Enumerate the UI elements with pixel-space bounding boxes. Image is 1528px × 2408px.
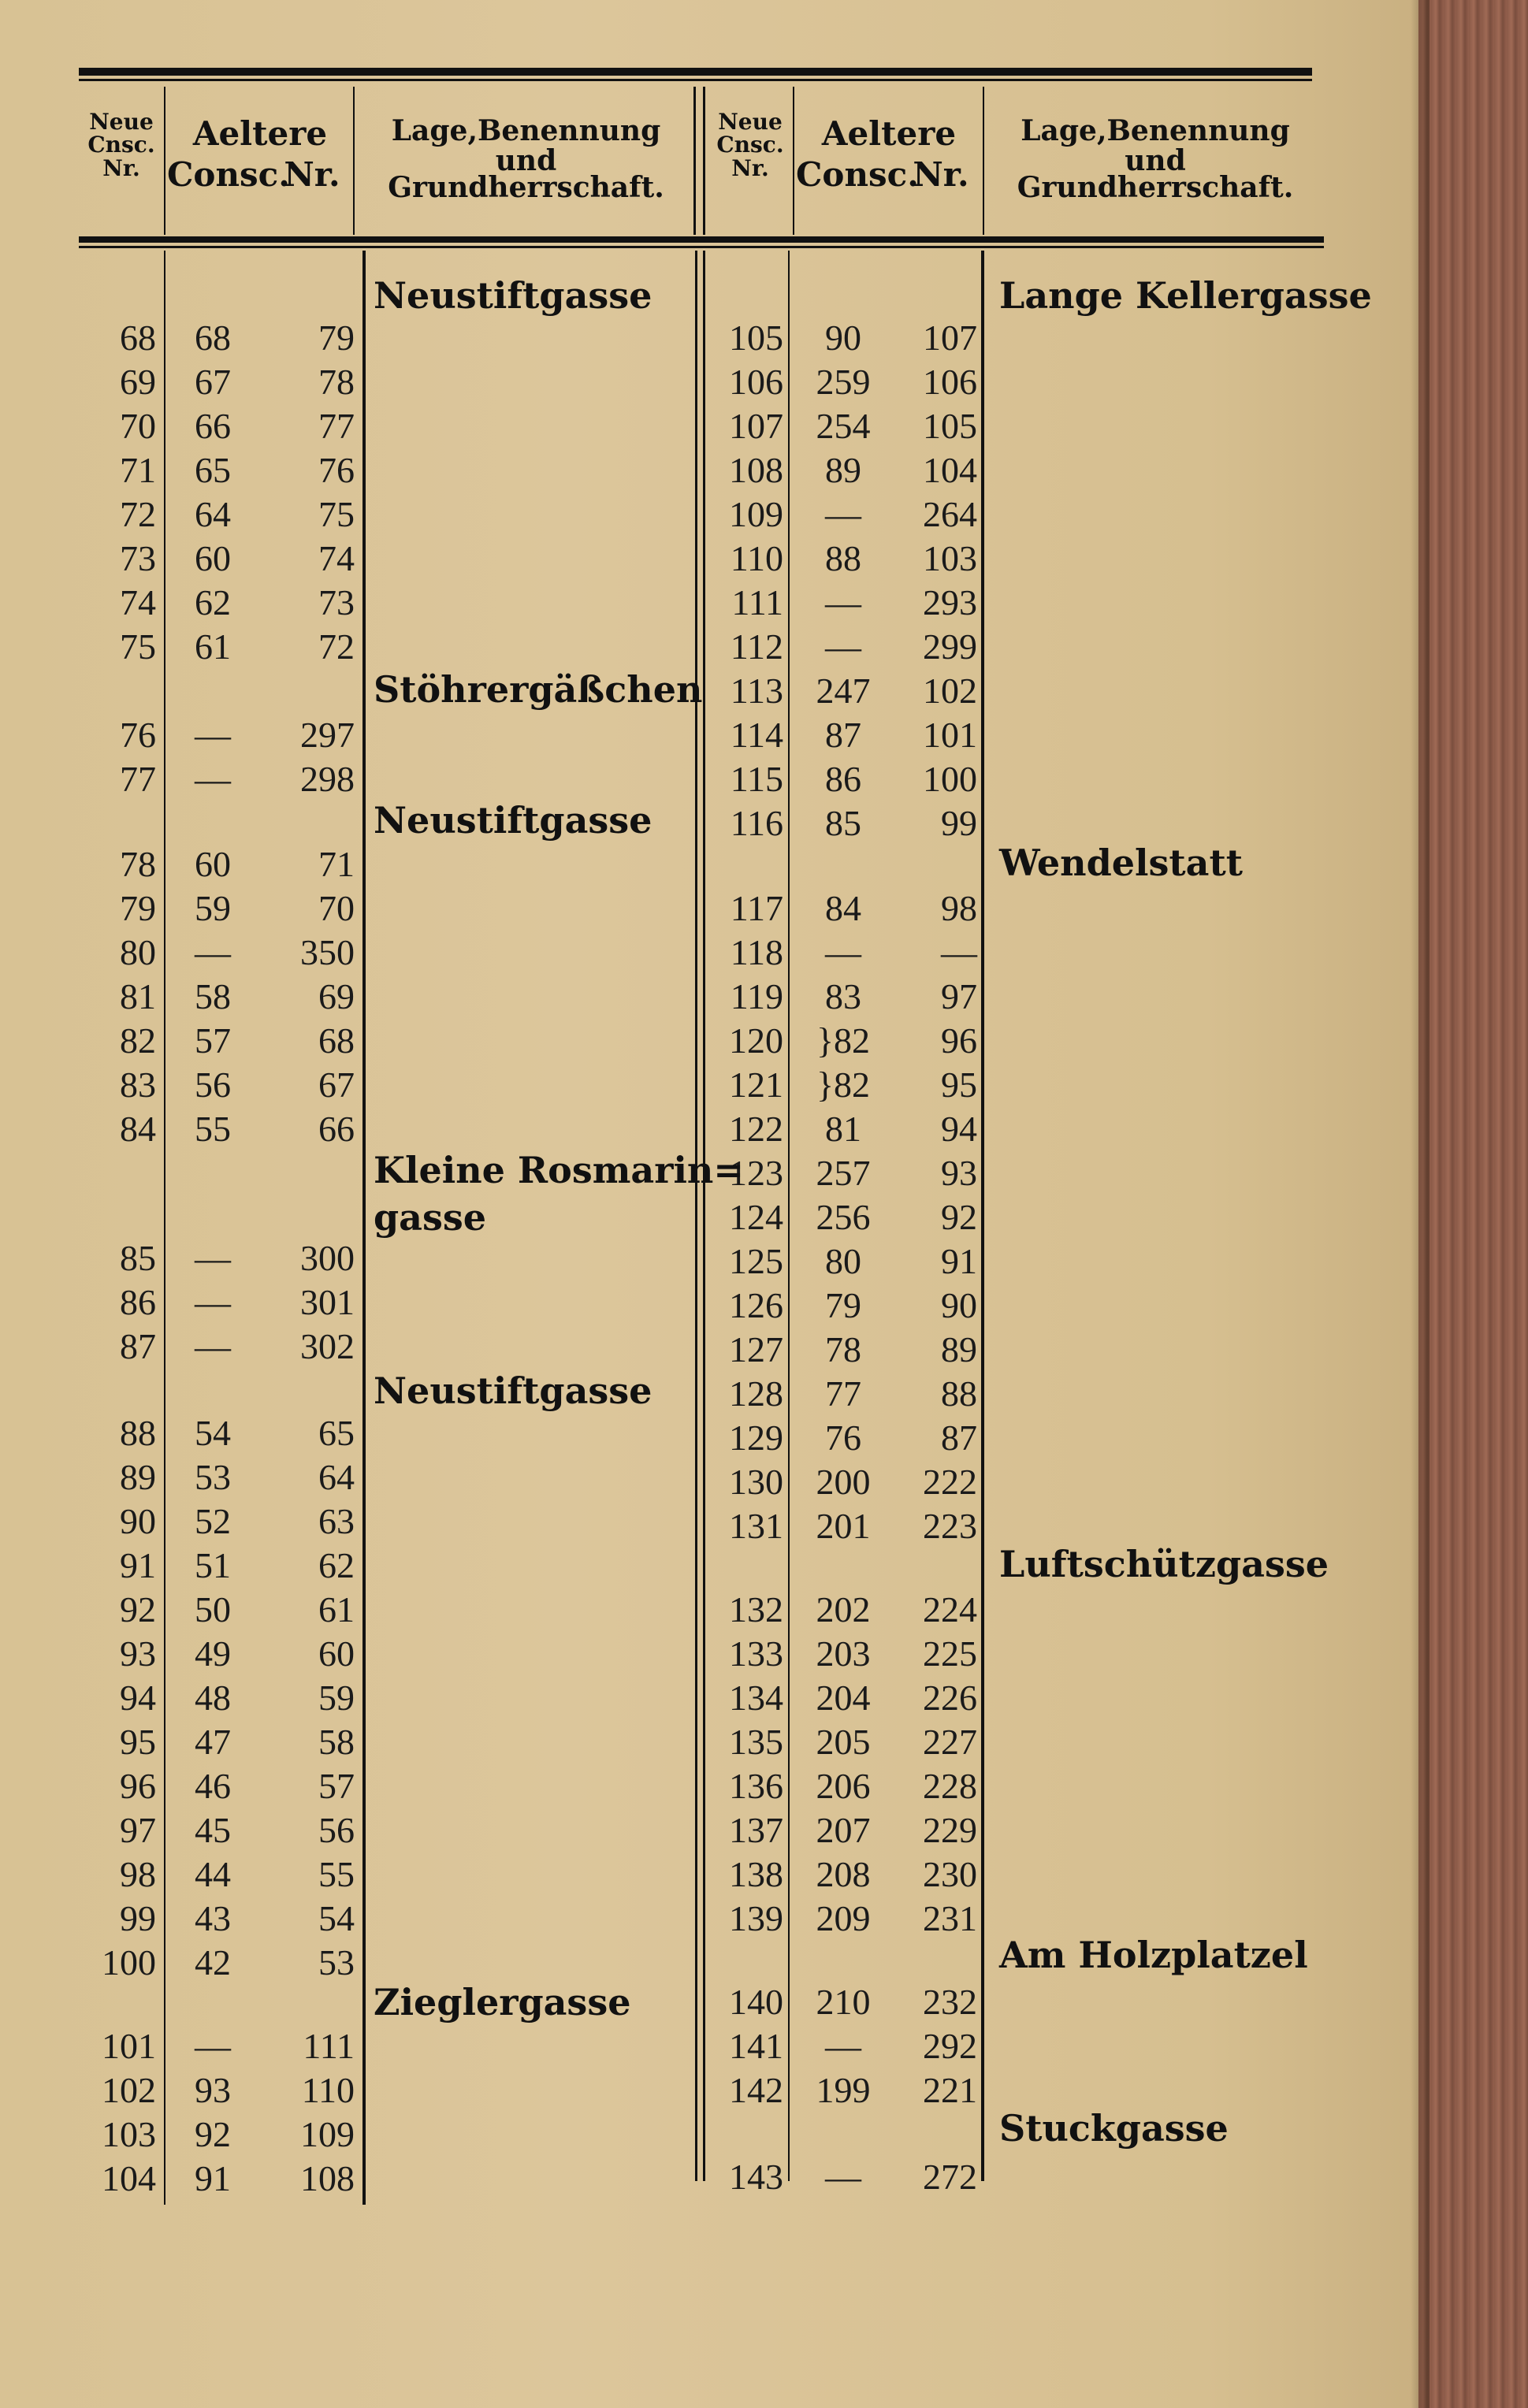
cell-aeltere-nr: 110	[301, 2070, 355, 2110]
cell-aeltere-nr: 98	[941, 888, 977, 928]
cell-aeltere-consc: 254	[816, 406, 871, 446]
cell-neue-nr: 94	[120, 1678, 156, 1718]
cell-aeltere-nr: 88	[941, 1373, 977, 1414]
cell-aeltere-consc: 257	[816, 1153, 871, 1193]
body-sep-3	[695, 251, 697, 2181]
cell-aeltere-consc: }82	[816, 1020, 871, 1061]
cell-aeltere-consc: 91	[195, 2158, 231, 2198]
top-rule-thick	[79, 68, 1312, 76]
cell-aeltere-consc: 51	[195, 1545, 231, 1585]
header-aeltere-left: Aeltere	[192, 114, 328, 153]
cell-aeltere-nr: 58	[318, 1722, 355, 1762]
cell-neue-nr: 141	[729, 2026, 783, 2066]
hdr-sep-5	[983, 87, 984, 235]
cell-aeltere-consc: 76	[825, 1418, 861, 1458]
cell-aeltere-nr: 90	[941, 1285, 977, 1325]
cell-aeltere-nr: 67	[318, 1065, 355, 1105]
cell-aeltere-consc: 57	[195, 1020, 231, 1061]
cell-neue-nr: 78	[120, 844, 156, 884]
cell-aeltere-consc: —	[195, 932, 231, 972]
cell-aeltere-consc: 206	[816, 1766, 871, 1806]
cell-aeltere-nr: 301	[300, 1282, 355, 1322]
cell-neue-nr: 108	[729, 450, 783, 490]
cell-aeltere-consc: 202	[816, 1589, 871, 1629]
cell-neue-nr: 75	[120, 626, 156, 667]
cell-aeltere-consc: 199	[816, 2070, 871, 2110]
cell-aeltere-consc: 204	[816, 1678, 871, 1718]
cell-neue-nr: 123	[729, 1153, 783, 1193]
cell-aeltere-nr: 97	[941, 976, 977, 1016]
street-label: Luftschützgasse	[999, 1543, 1329, 1585]
cell-aeltere-nr: 57	[318, 1766, 355, 1806]
cell-aeltere-consc: 92	[195, 2114, 231, 2154]
cell-neue-nr: 97	[120, 1810, 156, 1850]
cell-neue-nr: 137	[729, 1810, 783, 1850]
cell-aeltere-consc: 80	[825, 1241, 861, 1281]
cell-aeltere-consc: 89	[825, 450, 861, 490]
header-neue-right: Neue Cnsc. Nr.	[716, 109, 784, 181]
cell-aeltere-nr: 76	[318, 450, 355, 490]
body-sep-5	[981, 251, 984, 2181]
cell-aeltere-nr: 350	[300, 932, 355, 972]
cell-aeltere-consc: 59	[195, 888, 231, 928]
cell-neue-nr: 110	[730, 538, 783, 578]
cell-aeltere-nr: 74	[318, 538, 355, 578]
cell-aeltere-nr: 221	[923, 2070, 977, 2110]
cell-aeltere-nr: 109	[300, 2114, 355, 2154]
cell-neue-nr: 118	[730, 932, 783, 972]
cell-neue-nr: 86	[120, 1282, 156, 1322]
cell-neue-nr: 104	[102, 2158, 156, 2198]
cell-neue-nr: 135	[729, 1722, 783, 1762]
cell-aeltere-nr: 229	[923, 1810, 977, 1850]
cell-aeltere-nr: 65	[318, 1413, 355, 1453]
street-label: Stuckgasse	[999, 2107, 1229, 2150]
cell-neue-nr: 105	[729, 318, 783, 358]
cell-neue-nr: 140	[729, 1982, 783, 2022]
cell-aeltere-consc: 77	[825, 1373, 861, 1414]
cell-aeltere-consc: 68	[195, 318, 231, 358]
header-consc-right: Consc.	[796, 155, 919, 194]
cell-aeltere-nr: 232	[923, 1982, 977, 2022]
cell-neue-nr: 92	[120, 1589, 156, 1629]
cell-neue-nr: 115	[730, 759, 783, 799]
hdr-sep-2	[353, 87, 355, 235]
cell-aeltere-nr: 103	[923, 538, 977, 578]
street-label: gasse	[374, 1196, 487, 1239]
cell-aeltere-consc: 203	[816, 1633, 871, 1674]
cell-aeltere-nr: 77	[318, 406, 355, 446]
cell-aeltere-consc: —	[195, 1238, 231, 1278]
cell-neue-nr: 98	[120, 1854, 156, 1894]
cell-aeltere-consc: 78	[825, 1329, 861, 1369]
cell-neue-nr: 88	[120, 1413, 156, 1453]
cell-aeltere-consc: 43	[195, 1898, 231, 1938]
cell-neue-nr: 129	[729, 1418, 783, 1458]
body-sep-4	[788, 251, 790, 2181]
cell-aeltere-consc: 200	[816, 1462, 871, 1502]
cell-aeltere-nr: 101	[923, 715, 977, 755]
cell-aeltere-consc: 210	[816, 1982, 871, 2022]
cell-neue-nr: 84	[120, 1109, 156, 1149]
cell-aeltere-consc: 45	[195, 1810, 231, 1850]
street-label: Lange Kellergasse	[999, 274, 1372, 317]
street-label: Am Holzplatzel	[999, 1934, 1308, 1976]
cell-aeltere-consc: 209	[816, 1898, 871, 1938]
cell-neue-nr: 124	[729, 1197, 783, 1237]
cell-aeltere-nr: 299	[923, 626, 977, 667]
cell-neue-nr: 81	[120, 976, 156, 1016]
cell-neue-nr: 102	[102, 2070, 156, 2110]
cell-neue-nr: 79	[120, 888, 156, 928]
cell-neue-nr: 76	[120, 715, 156, 755]
cell-neue-nr: 139	[729, 1898, 783, 1938]
cell-aeltere-consc: —	[825, 494, 861, 534]
cell-aeltere-consc: 47	[195, 1722, 231, 1762]
cell-neue-nr: 112	[730, 626, 783, 667]
cell-neue-nr: 93	[120, 1633, 156, 1674]
cell-aeltere-consc: 53	[195, 1457, 231, 1497]
cell-neue-nr: 80	[120, 932, 156, 972]
cell-aeltere-consc: 85	[825, 803, 861, 843]
cell-aeltere-nr: 108	[300, 2158, 355, 2198]
cell-neue-nr: 130	[729, 1462, 783, 1502]
header-grund-right: Grundherrschaft.	[1017, 171, 1294, 204]
cell-aeltere-consc: —	[825, 626, 861, 667]
cell-aeltere-nr: 66	[318, 1109, 355, 1149]
top-rule-thin	[79, 79, 1312, 81]
cell-aeltere-nr: 302	[300, 1326, 355, 1366]
cell-aeltere-nr: 99	[941, 803, 977, 843]
hdr-sep-3b	[703, 87, 705, 235]
cell-aeltere-nr: 300	[300, 1238, 355, 1278]
hdr-sep-4	[793, 87, 794, 235]
cell-aeltere-consc: 84	[825, 888, 861, 928]
cell-aeltere-nr: 91	[941, 1241, 977, 1281]
cell-aeltere-consc: 88	[825, 538, 861, 578]
header-aeltere-right: Aeltere	[821, 114, 957, 153]
cell-aeltere-consc: 56	[195, 1065, 231, 1105]
cell-aeltere-consc: }82	[816, 1065, 871, 1105]
cell-neue-nr: 95	[120, 1722, 156, 1762]
cell-aeltere-consc: 247	[816, 671, 871, 711]
cell-aeltere-nr: 105	[923, 406, 977, 446]
cell-aeltere-consc: 207	[816, 1810, 871, 1850]
cell-aeltere-consc: —	[825, 2026, 861, 2066]
cell-aeltere-consc: 93	[195, 2070, 231, 2110]
cell-aeltere-consc: —	[825, 2157, 861, 2197]
cell-aeltere-nr: 55	[318, 1854, 355, 1894]
cell-neue-nr: 107	[729, 406, 783, 446]
cell-aeltere-nr: 222	[923, 1462, 977, 1502]
cell-aeltere-nr: 89	[941, 1329, 977, 1369]
cell-aeltere-nr: 87	[941, 1418, 977, 1458]
cell-aeltere-nr: 225	[923, 1633, 977, 1674]
cell-neue-nr: 133	[729, 1633, 783, 1674]
header-lage-right: Lage,Benennung und	[1021, 114, 1290, 177]
cell-aeltere-nr: 54	[318, 1898, 355, 1938]
cell-aeltere-nr: 106	[923, 362, 977, 402]
cell-aeltere-consc: 60	[195, 844, 231, 884]
cell-aeltere-nr: 272	[923, 2157, 977, 2197]
street-label: Zieglergasse	[374, 1981, 631, 2023]
cell-aeltere-consc: 256	[816, 1197, 871, 1237]
cell-aeltere-consc: 208	[816, 1854, 871, 1894]
header-grund-left: Grundherrschaft.	[388, 171, 664, 204]
cell-neue-nr: 125	[729, 1241, 783, 1281]
cell-aeltere-nr: 231	[923, 1898, 977, 1938]
cell-aeltere-consc: 44	[195, 1854, 231, 1894]
cell-aeltere-nr: 68	[318, 1020, 355, 1061]
cell-neue-nr: 69	[120, 362, 156, 402]
header-bottom-rule-thin	[79, 246, 1324, 248]
cell-aeltere-consc: 64	[195, 494, 231, 534]
cell-neue-nr: 91	[120, 1545, 156, 1585]
cell-aeltere-nr: 224	[923, 1589, 977, 1629]
cell-aeltere-nr: 79	[318, 318, 355, 358]
cell-neue-nr: 96	[120, 1766, 156, 1806]
cell-aeltere-nr: 111	[303, 2026, 355, 2066]
cell-neue-nr: 117	[730, 888, 783, 928]
cell-aeltere-consc: 67	[195, 362, 231, 402]
cell-aeltere-nr: 56	[318, 1810, 355, 1850]
cell-aeltere-consc: —	[195, 2026, 231, 2066]
street-label: Wendelstatt	[999, 842, 1243, 884]
cell-aeltere-nr: 228	[923, 1766, 977, 1806]
page-edge	[1418, 0, 1528, 2408]
cell-aeltere-consc: 65	[195, 450, 231, 490]
cell-neue-nr: 103	[102, 2114, 156, 2154]
cell-neue-nr: 82	[120, 1020, 156, 1061]
hdr-sep-3	[693, 87, 696, 235]
header-bottom-rule	[79, 236, 1324, 243]
cell-aeltere-nr: 60	[318, 1633, 355, 1674]
cell-neue-nr: 132	[729, 1589, 783, 1629]
cell-aeltere-consc: —	[195, 1282, 231, 1322]
cell-aeltere-consc: —	[195, 1326, 231, 1366]
cell-aeltere-nr: 292	[923, 2026, 977, 2066]
cell-aeltere-nr: 227	[923, 1722, 977, 1762]
cell-aeltere-nr: 230	[923, 1854, 977, 1894]
cell-aeltere-consc: 49	[195, 1633, 231, 1674]
cell-aeltere-nr: 63	[318, 1501, 355, 1541]
cell-aeltere-consc: 60	[195, 538, 231, 578]
cell-neue-nr: 142	[729, 2070, 783, 2110]
cell-aeltere-nr: 64	[318, 1457, 355, 1497]
cell-neue-nr: 72	[120, 494, 156, 534]
cell-aeltere-consc: 66	[195, 406, 231, 446]
cell-neue-nr: 70	[120, 406, 156, 446]
cell-neue-nr: 136	[729, 1766, 783, 1806]
header-nr-right: Nr.	[913, 155, 969, 194]
cell-aeltere-nr: 61	[318, 1589, 355, 1629]
cell-neue-nr: 89	[120, 1457, 156, 1497]
cell-aeltere-nr: 226	[923, 1678, 977, 1718]
cell-neue-nr: 121	[729, 1065, 783, 1105]
cell-aeltere-consc: —	[195, 759, 231, 799]
cell-neue-nr: 114	[730, 715, 783, 755]
cell-neue-nr: 109	[729, 494, 783, 534]
cell-aeltere-consc: 54	[195, 1413, 231, 1453]
cell-aeltere-consc: 205	[816, 1722, 871, 1762]
cell-aeltere-nr: 78	[318, 362, 355, 402]
cell-neue-nr: 131	[729, 1506, 783, 1546]
cell-neue-nr: 116	[730, 803, 783, 843]
cell-aeltere-nr: 107	[923, 318, 977, 358]
cell-aeltere-nr: 92	[941, 1197, 977, 1237]
cell-aeltere-nr: 223	[923, 1506, 977, 1546]
header-consc-left: Consc.	[167, 155, 290, 194]
cell-neue-nr: 122	[729, 1109, 783, 1149]
cell-aeltere-consc: 42	[195, 1942, 231, 1983]
cell-aeltere-consc: —	[825, 932, 861, 972]
cell-aeltere-consc: 79	[825, 1285, 861, 1325]
cell-aeltere-nr: 72	[318, 626, 355, 667]
cell-neue-nr: 73	[120, 538, 156, 578]
cell-neue-nr: 111	[731, 582, 783, 622]
cell-neue-nr: 85	[120, 1238, 156, 1278]
cell-aeltere-nr: 96	[941, 1020, 977, 1061]
cell-aeltere-consc: —	[195, 715, 231, 755]
cell-aeltere-nr: 75	[318, 494, 355, 534]
cell-aeltere-consc: 83	[825, 976, 861, 1016]
cell-aeltere-nr: 264	[923, 494, 977, 534]
cell-aeltere-nr: 104	[923, 450, 977, 490]
cell-aeltere-nr: 62	[318, 1545, 355, 1585]
cell-aeltere-consc: 46	[195, 1766, 231, 1806]
cell-neue-nr: 77	[120, 759, 156, 799]
cell-aeltere-consc: 48	[195, 1678, 231, 1718]
cell-neue-nr: 101	[102, 2026, 156, 2066]
street-label: Neustiftgasse	[374, 799, 652, 842]
cell-aeltere-consc: 201	[816, 1506, 871, 1546]
cell-neue-nr: 87	[120, 1326, 156, 1366]
cell-aeltere-consc: —	[825, 582, 861, 622]
cell-aeltere-consc: 58	[195, 976, 231, 1016]
cell-neue-nr: 119	[730, 976, 783, 1016]
body-sep-3b	[703, 251, 705, 2181]
street-label: Neustiftgasse	[374, 274, 652, 317]
cell-aeltere-nr: 71	[318, 844, 355, 884]
cell-aeltere-nr: 53	[318, 1942, 355, 1983]
cell-neue-nr: 83	[120, 1065, 156, 1105]
cell-neue-nr: 71	[120, 450, 156, 490]
cell-aeltere-nr: 59	[318, 1678, 355, 1718]
cell-neue-nr: 120	[729, 1020, 783, 1061]
cell-neue-nr: 90	[120, 1501, 156, 1541]
cell-neue-nr: 68	[120, 318, 156, 358]
cell-neue-nr: 143	[729, 2157, 783, 2197]
body-sep-1	[164, 251, 165, 2205]
cell-aeltere-consc: 81	[825, 1109, 861, 1149]
cell-aeltere-consc: 90	[825, 318, 861, 358]
body-sep-2	[362, 251, 366, 2205]
cell-neue-nr: 134	[729, 1678, 783, 1718]
cell-aeltere-nr: 93	[941, 1153, 977, 1193]
cell-aeltere-nr: 293	[923, 582, 977, 622]
cell-neue-nr: 126	[729, 1285, 783, 1325]
cell-aeltere-nr: 102	[923, 671, 977, 711]
cell-aeltere-consc: 62	[195, 582, 231, 622]
header-nr-left: Nr.	[284, 155, 340, 194]
cell-neue-nr: 99	[120, 1898, 156, 1938]
cell-aeltere-nr: 100	[923, 759, 977, 799]
street-label: Stöhrergäßchen	[374, 668, 703, 711]
cell-aeltere-consc: 52	[195, 1501, 231, 1541]
cell-aeltere-nr: 70	[318, 888, 355, 928]
cell-aeltere-nr: 69	[318, 976, 355, 1016]
hdr-sep-1	[164, 87, 165, 235]
header-lage-left: Lage,Benennung und	[391, 114, 661, 177]
cell-aeltere-consc: 86	[825, 759, 861, 799]
cell-aeltere-nr: 95	[941, 1065, 977, 1105]
page-edge-shadow	[1411, 0, 1429, 2408]
cell-neue-nr: 138	[729, 1854, 783, 1894]
street-label: Kleine Rosmarin=	[374, 1149, 744, 1191]
cell-aeltere-nr: —	[941, 932, 977, 972]
cell-aeltere-consc: 50	[195, 1589, 231, 1629]
cell-aeltere-nr: 297	[300, 715, 355, 755]
cell-neue-nr: 100	[102, 1942, 156, 1983]
header-neue-left: Neue Cnsc. Nr.	[87, 109, 155, 181]
street-label: Neustiftgasse	[374, 1369, 652, 1412]
cell-aeltere-consc: 55	[195, 1109, 231, 1149]
cell-aeltere-nr: 73	[318, 582, 355, 622]
cell-aeltere-consc: 259	[816, 362, 871, 402]
cell-neue-nr: 74	[120, 582, 156, 622]
cell-neue-nr: 113	[730, 671, 783, 711]
cell-aeltere-consc: 87	[825, 715, 861, 755]
cell-neue-nr: 127	[729, 1329, 783, 1369]
cell-neue-nr: 128	[729, 1373, 783, 1414]
cell-aeltere-consc: 61	[195, 626, 231, 667]
cell-neue-nr: 106	[729, 362, 783, 402]
cell-aeltere-nr: 298	[300, 759, 355, 799]
cell-aeltere-nr: 94	[941, 1109, 977, 1149]
